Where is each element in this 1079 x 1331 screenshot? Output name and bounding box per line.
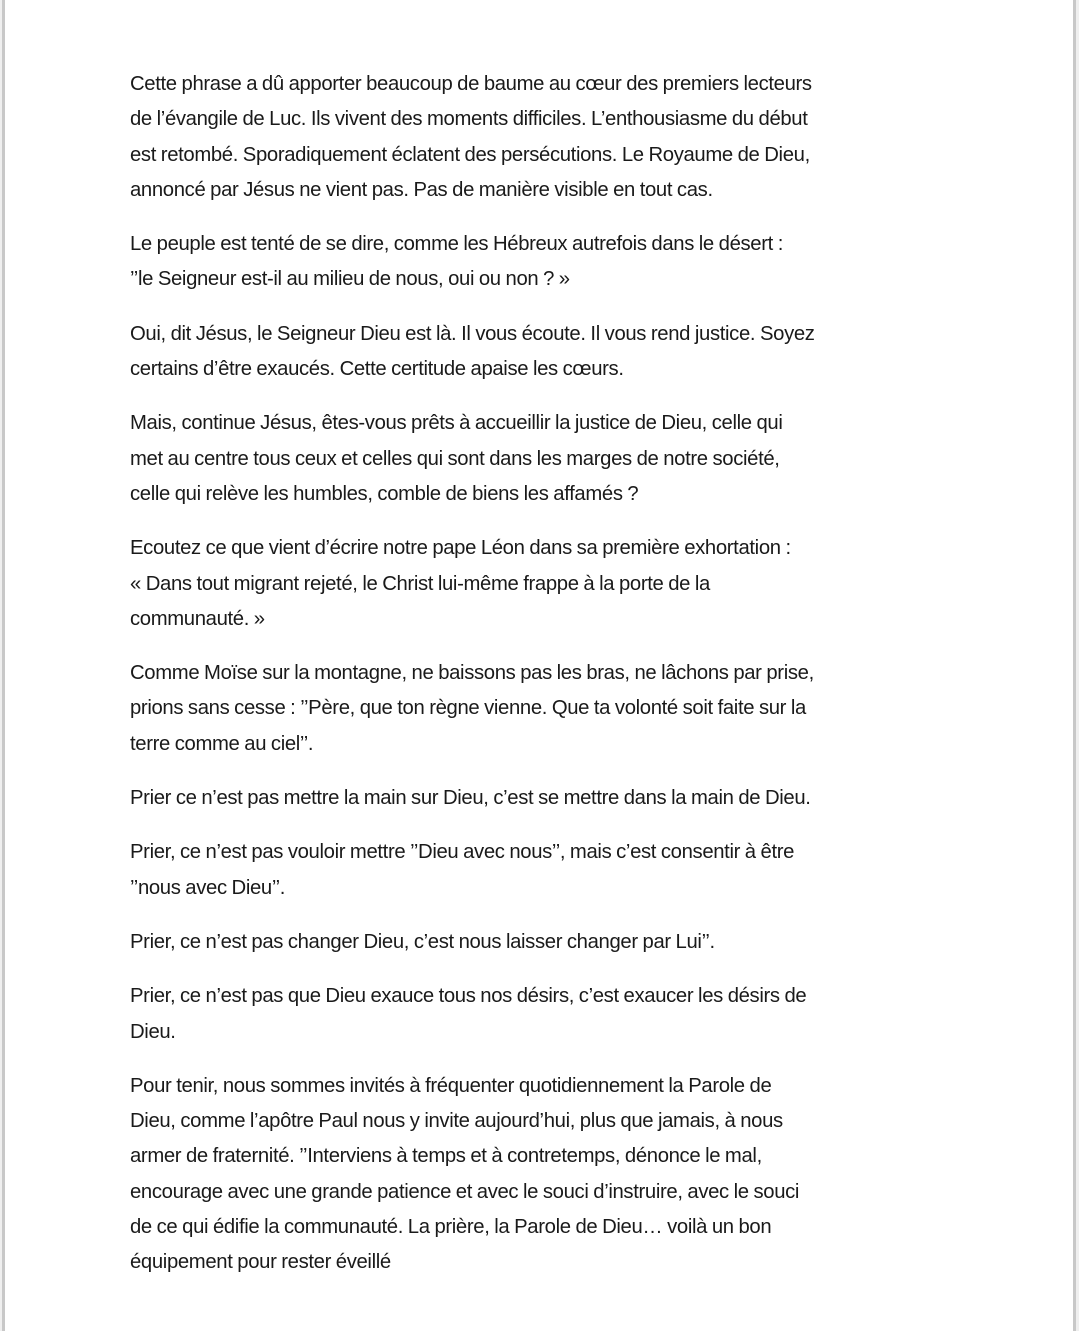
text-line: est retombé. Sporadiquement éclatent des persécutions. Le Royaume de Dieu, [130, 143, 810, 166]
paragraph [130, 1069, 960, 1281]
paragraph [130, 835, 960, 906]
text-line: Oui, dit Jésus, le Seigneur Dieu est là. Il vous écoute. Il vous rend justice. Soyez [130, 322, 815, 345]
document-page [130, 67, 960, 1300]
text-line: Cette phrase a dû apporter beaucoup de baume au cœur des premiers lecteurs [130, 73, 812, 95]
text-line: Prier ce n’est pas mettre la main sur Dieu, c’est se mettre dans la main de Dieu. [130, 787, 811, 810]
text-line: certains d’être exaucés. Cette certitude apaise les cœurs. [130, 358, 624, 381]
text-line: Prier, ce n’est pas vouloir mettre ’’Dieu avec nous’’, mais c’est consentir à être [130, 841, 795, 864]
text-line: communauté. » [130, 607, 265, 630]
text-line: Mais, continue Jésus, êtes-vous prêts à accueillir la justice de Dieu, celle qui [130, 412, 783, 435]
paragraph [130, 406, 960, 512]
paragraph [130, 656, 960, 762]
paragraph [130, 227, 960, 298]
text-line: ’’le Seigneur est-il au milieu de nous, oui ou non ? » [130, 268, 570, 291]
text-line: équipement pour rester éveillé [130, 1251, 391, 1274]
text-line: terre comme au ciel’’. [130, 732, 314, 755]
paragraph [130, 979, 960, 1050]
text-line: Comme Moïse sur la montagne, ne baissons pas les bras, ne lâchons par prise, [130, 662, 814, 685]
text-line: de ce qui édifie la communauté. La prière, la Parole de Dieu… voilà un bon [130, 1216, 772, 1239]
paragraph [130, 317, 960, 388]
text-line: Dieu. [130, 1020, 176, 1043]
paragraph [130, 531, 960, 637]
text-line: de l’évangile de Luc. Ils vivent des moments difficiles. L’enthousiasme du début [130, 108, 808, 131]
text-line: « Dans tout migrant rejeté, le Christ lui-même frappe à la porte de la [130, 572, 710, 595]
text-line: celle qui relève les humbles, comble de biens les affamés ? [130, 482, 639, 505]
text-line: Le peuple est tenté de se dire, comme les Hébreux autrefois dans le désert : [130, 233, 783, 256]
paragraph [130, 925, 960, 960]
paragraph [130, 781, 960, 816]
page-edge-left [2, 0, 5, 1331]
text-line: Prier, ce n’est pas que Dieu exauce tous nos désirs, c’est exaucer les désirs de [130, 985, 807, 1008]
text-line: Dieu, comme l’apôtre Paul nous y invite aujourd’hui, plus que jamais, à nous [130, 1110, 783, 1133]
text-line: Ecoutez ce que vient d’écrire notre pape Léon dans sa première exhortation : [130, 537, 791, 560]
text-line: armer de fraternité. ’’Interviens à temps et à contretemps, dénonce le mal, [130, 1145, 762, 1168]
text-line: ’’nous avec Dieu’’. [130, 876, 286, 899]
paragraph [130, 67, 960, 208]
text-line: Prier, ce n’est pas changer Dieu, c’est nous laisser changer par Lui’’. [130, 930, 715, 953]
text-line: prions sans cesse : ’’Père, que ton règne vienne. Que ta volonté soit faite sur la [130, 697, 806, 720]
text-line: annoncé par Jésus ne vient pas. Pas de manière visible en tout cas. [130, 178, 713, 201]
text-line: encourage avec une grande patience et avec le souci d’instruire, avec le souci [130, 1180, 800, 1203]
text-line: Pour tenir, nous sommes invités à fréquenter quotidiennement la Parole de [130, 1074, 772, 1097]
text-line: met au centre tous ceux et celles qui sont dans les marges de notre société, [130, 447, 780, 470]
